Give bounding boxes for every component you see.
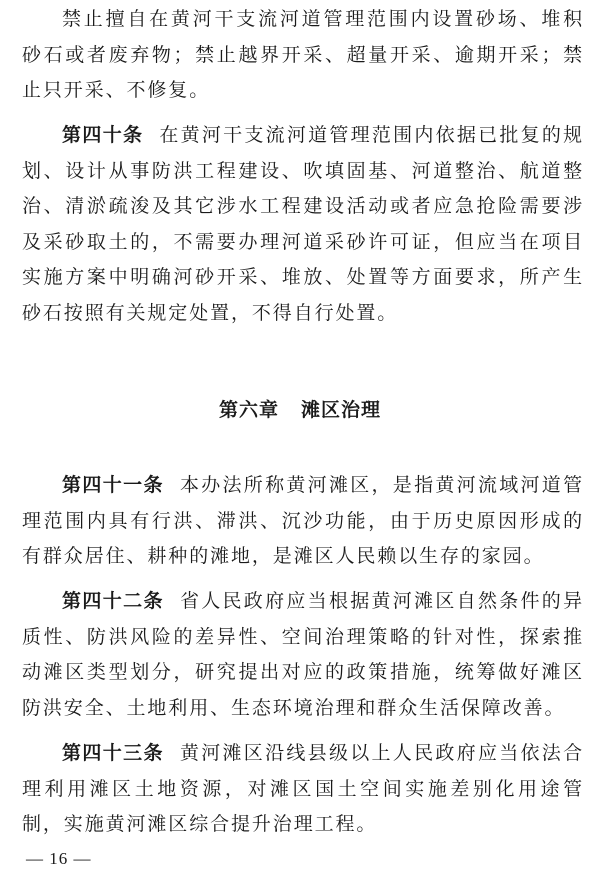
chapter-heading [0, 395, 600, 422]
paragraph-text: 禁止擅自在黄河干支流河道管理范围内设置砂场、堆积砂石或者废弃物；禁止越界开采、超量开采、逾期开采；禁止只开采、不修复。 [22, 8, 584, 101]
chapter-title: 滩区治理 [301, 399, 382, 421]
article-42 [22, 584, 584, 726]
page-number: — 16 — [26, 849, 92, 868]
article-text: 黄河滩区沿线县级以上人民政府应当依法合理利用滩区土地资源，对滩区国土空间实施差别化用途管制，实施黄河滩区综合提升治理工程。 [22, 742, 584, 835]
article-41 [22, 468, 584, 575]
article-heading: 第四十条 [62, 124, 144, 146]
paragraph-continued [22, 2, 584, 109]
article-text: 本办法所称黄河滩区，是指黄河流域河道管理范围内具有行洪、滞洪、沉沙功能，由于历史原因形成的有群众居住、耕种的滩地，是滩区人民赖以生存的家园。 [22, 474, 584, 567]
article-text: 省人民政府应当根据黄河滩区自然条件的异质性、防洪风险的差异性、空间治理策略的针对性，探索推动滩区类型划分，研究提出对应的政策措施，统筹做好滩区防洪安全、土地利用、生态环境治理和群众生活保障改善。 [22, 590, 584, 719]
chapter-number: 第六章 [218, 399, 279, 421]
article-43 [22, 736, 584, 843]
article-40 [22, 118, 584, 331]
article-heading: 第四十一条 [62, 474, 164, 496]
article-text: 在黄河干支流河道管理范围内依据已批复的规划、设计从事防洪工程建设、吹填固基、河道整治、航道整治、清淤疏浚及其它涉水工程建设活动或者应急抢险需要涉及采砂取土的，不需要办理河道采砂许可证，但应当在项目实施方案中明确河砂开采、堆放、处置等方面要求，所产生砂石按照有关规定处置，不得自行处置。 [22, 124, 584, 324]
article-heading: 第四十二条 [62, 590, 164, 612]
article-heading: 第四十三条 [62, 742, 164, 764]
